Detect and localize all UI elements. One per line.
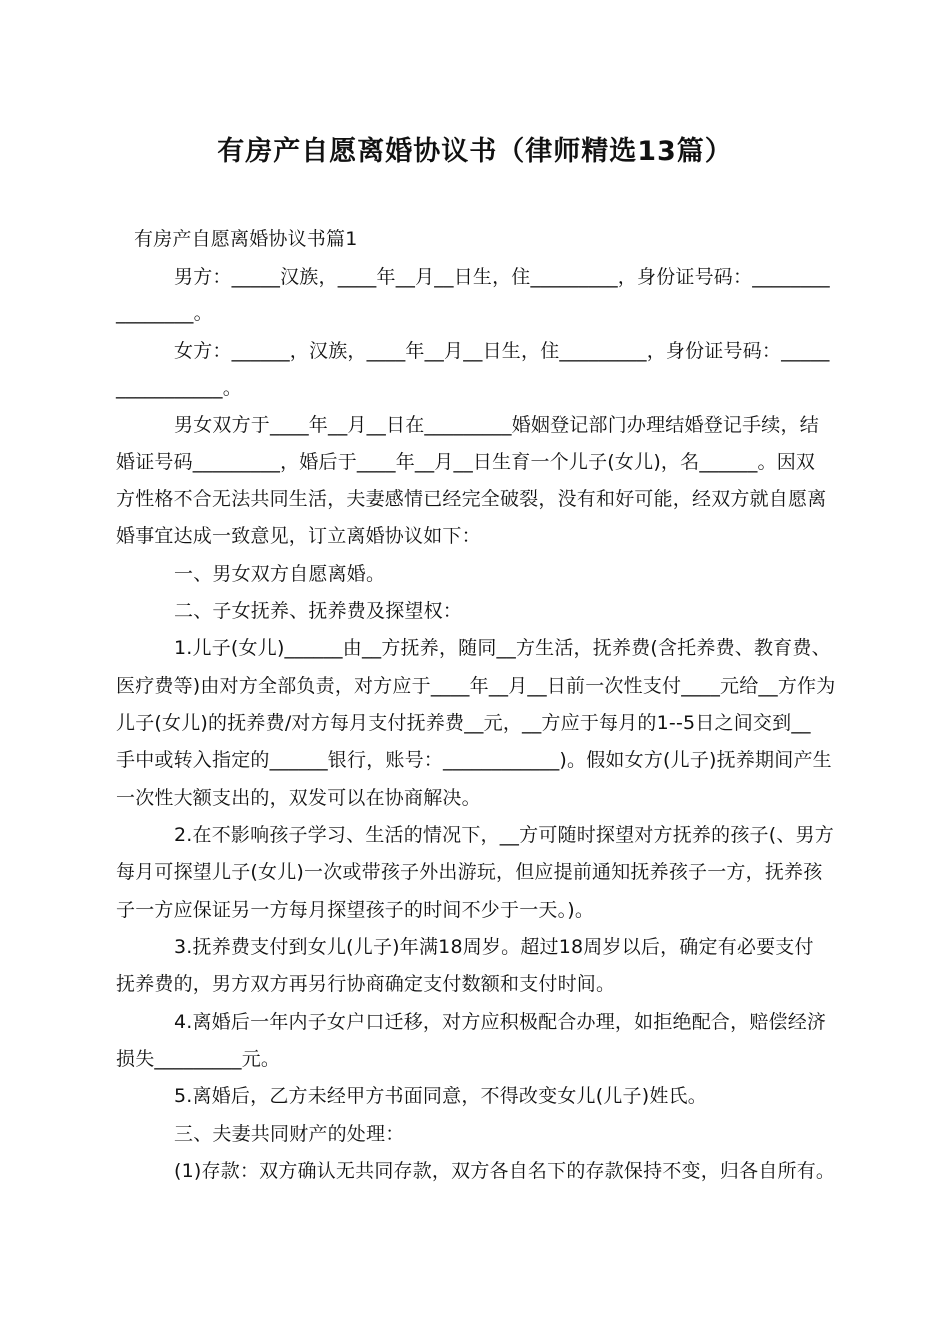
paragraph-line: 婚证号码_________，婚后于____年__月__日生育一个儿子(女儿)，名______。因双 (116, 451, 816, 473)
paragraph-line: 医疗费等)由对方全部负责，对方应于____年__月__日前一次性支付____元给__方作为 (116, 675, 836, 697)
paragraph-line: 儿子(女儿)的抚养费/对方每月支付抚养费__元，__方应于每月的1--5日之间交到__ (116, 712, 811, 734)
section-heading: 有房产自愿离婚协议书篇1 (134, 228, 358, 250)
paragraph-line: 婚事宜达成一致意见，订立离婚协议如下： (116, 525, 481, 547)
paragraph-line: 3.抚养费支付到女儿(儿子)年满18周岁。超过18周岁以后，确定有必要支付 (174, 936, 814, 958)
paragraph-line: 一次性大额支出的，双发可以在协商解决。 (116, 787, 481, 809)
paragraph-line: ________。 (116, 302, 213, 324)
paragraph-line: 2.在不影响孩子学习、生活的情况下，__方可随时探望对方抚养的孩子(、男方 (174, 824, 834, 846)
paragraph-line: 男女双方于____年__月__日在_________婚姻登记部门办理结婚登记手续，结 (174, 414, 819, 436)
paragraph-line: 手中或转入指定的______银行，账号：____________)。假如女方(儿子)抚养期间产生 (116, 749, 832, 771)
paragraph-line: 男方：_____汉族，____年__月__日生，住_________，身份证号码：________ (174, 266, 830, 288)
paragraph-line: 女方：______，汉族，____年__月__日生，住_________，身份证号码：_____ (174, 340, 830, 362)
paragraph-line: (1)存款：双方确认无共同存款，双方各自名下的存款保持不变，归各自所有。 (174, 1160, 836, 1182)
clause-heading: 三、夫妻共同财产的处理： (174, 1123, 405, 1145)
paragraph-line: 4.离婚后一年内子女户口迁移，对方应积极配合办理，如拒绝配合，赔偿经济 (174, 1011, 827, 1033)
paragraph-line: 损失_________元。 (116, 1048, 281, 1070)
paragraph-line: ___________。 (116, 377, 242, 399)
paragraph-line: 5.离婚后，乙方未经甲方书面同意，不得改变女儿(儿子)姓氏。 (174, 1085, 707, 1107)
clause-heading: 二、子女抚养、抚养费及探望权： (174, 600, 463, 622)
paragraph-line: 1.儿子(女儿)______由__方抚养，随同__方生活，抚养费(含托养费、教育费、 (174, 637, 831, 659)
clause-heading: 一、男女双方自愿离婚。 (174, 563, 386, 585)
paragraph-line: 抚养费的，男方双方再另行协商确定支付数额和支付时间。 (116, 973, 616, 995)
document-title: 有房产自愿离婚协议书（律师精选13篇） (217, 136, 733, 167)
paragraph-line: 方性格不合无法共同生活，夫妻感情已经完全破裂，没有和好可能，经双方就自愿离 (116, 488, 827, 510)
paragraph-line: 子一方应保证另一方每月探望孩子的时间不少于一天。)。 (116, 899, 595, 921)
paragraph-line: 每月可探望儿子(女儿)一次或带孩子外出游玩，但应提前通知抚养孩子一方，抚养孩 (116, 861, 823, 883)
